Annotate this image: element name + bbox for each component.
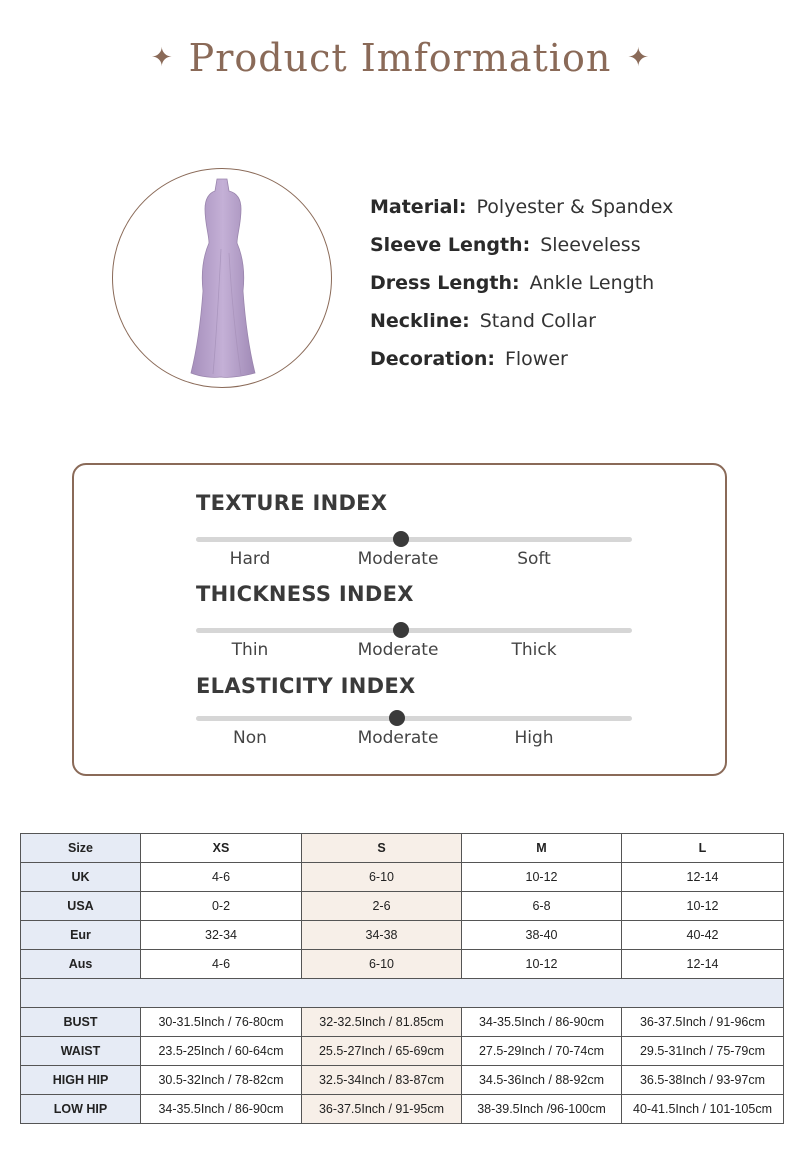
index-label-low: Non bbox=[233, 728, 267, 748]
table-cell: S bbox=[302, 834, 462, 863]
table-cell: 10-12 bbox=[462, 950, 622, 979]
index-label-mid: Moderate bbox=[357, 640, 439, 660]
table-cell: 12-14 bbox=[622, 863, 784, 892]
index-label-high: Soft bbox=[517, 549, 551, 569]
table-cell: 30-31.5Inch / 76-80cm bbox=[141, 1008, 302, 1037]
index-title: ELASTICITY INDEX bbox=[196, 674, 416, 698]
table-cell: 32-32.5Inch / 81.85cm bbox=[302, 1008, 462, 1037]
table-cell: 40-42 bbox=[622, 921, 784, 950]
table-cell: 34.5-36Inch / 88-92cm bbox=[462, 1066, 622, 1095]
table-cell: 6-10 bbox=[302, 950, 462, 979]
table-cell: LOW HIP bbox=[21, 1095, 141, 1124]
table-cell: Size bbox=[21, 834, 141, 863]
table-cell: 36-37.5Inch / 91-95cm bbox=[302, 1095, 462, 1124]
index-track bbox=[196, 628, 632, 633]
table-cell: WAIST bbox=[21, 1037, 141, 1066]
product-photo bbox=[112, 168, 332, 388]
table-cell: 36.5-38Inch / 93-97cm bbox=[622, 1066, 784, 1095]
table-header-row bbox=[21, 834, 784, 863]
table-cell: 4-6 bbox=[141, 863, 302, 892]
page-title: Product Imformation bbox=[188, 36, 612, 80]
table-cell: 30.5-32Inch / 78-82cm bbox=[141, 1066, 302, 1095]
index-knob bbox=[393, 531, 409, 547]
index-knob bbox=[393, 622, 409, 638]
texture-index bbox=[196, 491, 632, 569]
attr-sleeve-length: Sleeve Length: Sleeveless bbox=[370, 234, 641, 256]
table-cell: 0-2 bbox=[141, 892, 302, 921]
page-header bbox=[0, 36, 800, 80]
index-label-mid: Moderate bbox=[357, 549, 439, 569]
table-row bbox=[21, 1008, 784, 1037]
table-cell: 40-41.5Inch / 101-105cm bbox=[622, 1095, 784, 1124]
table-cell: 27.5-29Inch / 70-74cm bbox=[462, 1037, 622, 1066]
table-cell: USA bbox=[21, 892, 141, 921]
index-label-low: Thin bbox=[231, 640, 269, 660]
index-track bbox=[196, 716, 632, 721]
table-cell: 4-6 bbox=[141, 950, 302, 979]
fabric-index-panel bbox=[72, 463, 727, 776]
table-cell: 6-8 bbox=[462, 892, 622, 921]
attr-neckline: Neckline: Stand Collar bbox=[370, 310, 596, 332]
table-spacer-cell bbox=[21, 979, 784, 1008]
sparkle-icon: ✦ bbox=[150, 43, 173, 73]
table-cell: HIGH HIP bbox=[21, 1066, 141, 1095]
table-cell: 10-12 bbox=[462, 863, 622, 892]
table-cell: 12-14 bbox=[622, 950, 784, 979]
table-cell: 36-37.5Inch / 91-96cm bbox=[622, 1008, 784, 1037]
table-cell: 23.5-25Inch / 60-64cm bbox=[141, 1037, 302, 1066]
table-cell: 38-40 bbox=[462, 921, 622, 950]
index-knob bbox=[389, 710, 405, 726]
attr-material: Material: Polyester & Spandex bbox=[370, 196, 674, 218]
table-cell: M bbox=[462, 834, 622, 863]
table-row bbox=[21, 921, 784, 950]
size-chart-table bbox=[20, 833, 784, 1124]
attr-decoration: Decoration: Flower bbox=[370, 348, 568, 370]
table-spacer-row bbox=[21, 979, 784, 1008]
table-row bbox=[21, 1066, 784, 1095]
table-cell: 32-34 bbox=[141, 921, 302, 950]
table-cell: 38-39.5Inch /96-100cm bbox=[462, 1095, 622, 1124]
index-label-low: Hard bbox=[229, 549, 271, 569]
index-label-high: Thick bbox=[511, 640, 557, 660]
table-cell: 6-10 bbox=[302, 863, 462, 892]
table-cell: UK bbox=[21, 863, 141, 892]
index-title: THICKNESS INDEX bbox=[196, 582, 414, 606]
dress-shape bbox=[191, 179, 255, 377]
table-cell: 29.5-31Inch / 75-79cm bbox=[622, 1037, 784, 1066]
index-track bbox=[196, 537, 632, 542]
table-cell: 10-12 bbox=[622, 892, 784, 921]
table-row bbox=[21, 950, 784, 979]
product-attributes bbox=[370, 190, 673, 380]
attr-dress-length: Dress Length: Ankle Length bbox=[370, 272, 655, 294]
thickness-index bbox=[196, 582, 632, 660]
table-row bbox=[21, 1095, 784, 1124]
table-cell: 25.5-27Inch / 65-69cm bbox=[302, 1037, 462, 1066]
table-row bbox=[21, 1037, 784, 1066]
index-title: TEXTURE INDEX bbox=[196, 491, 388, 515]
table-cell: Aus bbox=[21, 950, 141, 979]
table-row bbox=[21, 863, 784, 892]
elasticity-index bbox=[196, 674, 632, 748]
table-cell: L bbox=[622, 834, 784, 863]
table-cell: 32.5-34Inch / 83-87cm bbox=[302, 1066, 462, 1095]
table-cell: BUST bbox=[21, 1008, 141, 1037]
table-cell: 34-35.5Inch / 86-90cm bbox=[462, 1008, 622, 1037]
table-cell: XS bbox=[141, 834, 302, 863]
table-cell: 34-35.5Inch / 86-90cm bbox=[141, 1095, 302, 1124]
dress-illustration bbox=[113, 169, 331, 387]
table-cell: 34-38 bbox=[302, 921, 462, 950]
table-row bbox=[21, 892, 784, 921]
table-cell: Eur bbox=[21, 921, 141, 950]
index-label-high: High bbox=[514, 728, 554, 748]
table-cell: 2-6 bbox=[302, 892, 462, 921]
index-label-mid: Moderate bbox=[357, 728, 439, 748]
sparkle-icon: ✦ bbox=[627, 43, 650, 73]
